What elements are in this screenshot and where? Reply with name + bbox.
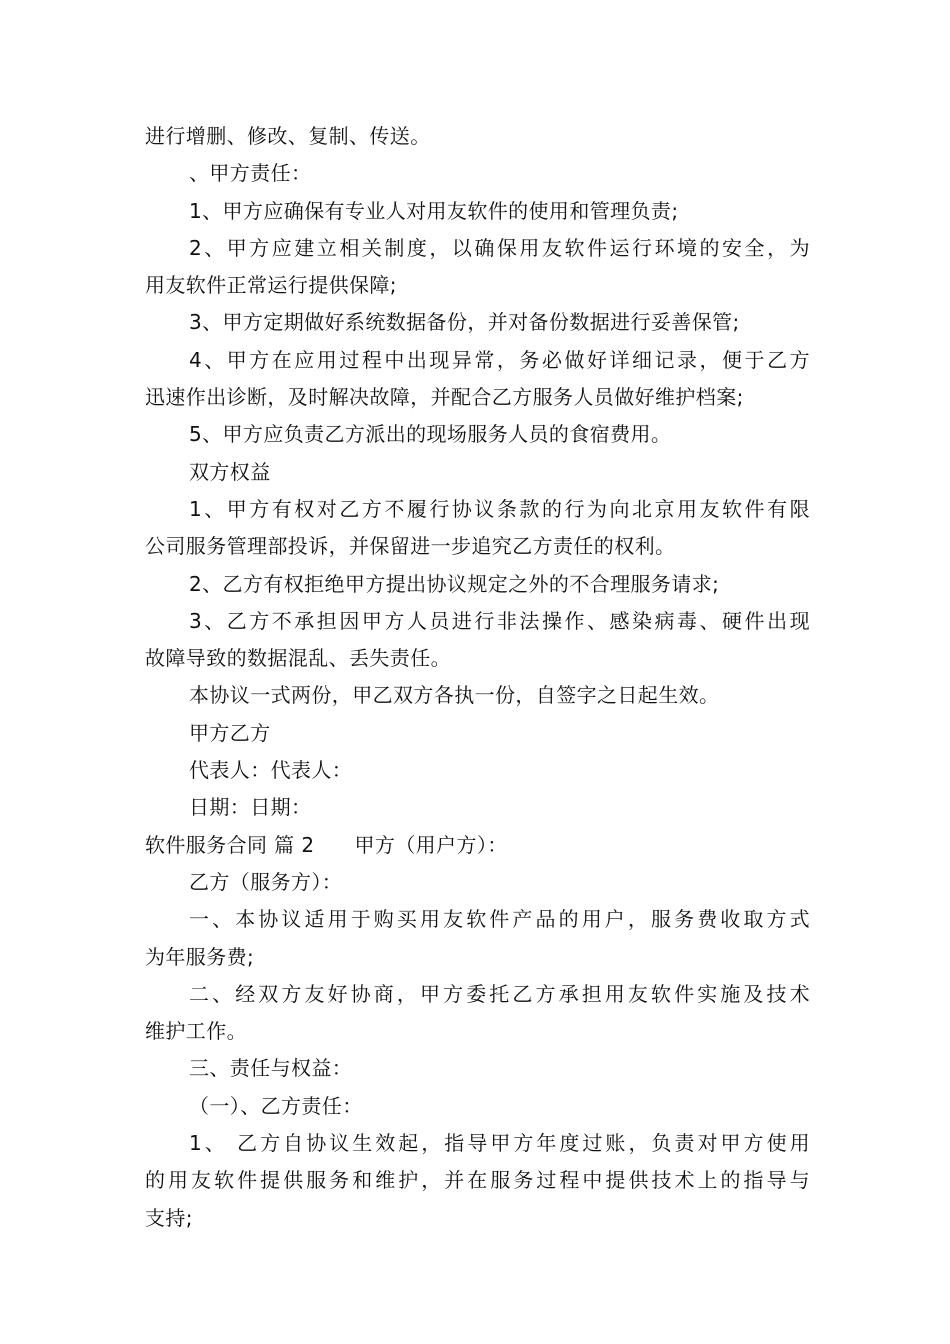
paragraph-line: 3、乙方不承担因甲方人员进行非法操作、感染病毒、硬件出现 <box>189 608 810 633</box>
section-heading: （一）、乙方责任： <box>189 1093 363 1118</box>
paragraph-line: 的用友软件提供服务和维护，并在服务过程中提供技术上的指导与 <box>145 1168 810 1193</box>
paragraph-line: 为年服务费; <box>145 944 255 969</box>
paragraph-line: 一、本协议适用于购买用友软件产品的用户，服务费收取方式 <box>189 907 810 932</box>
paragraph-line: 1、 乙方自协议生效起，指导甲方年度过账，负责对甲方使用 <box>189 1131 810 1156</box>
paragraph-line: 用友软件正常运行提供保障; <box>145 273 397 298</box>
signature-dates: 日期：日期： <box>189 795 312 820</box>
paragraph-line: 4、甲方在应用过程中出现异常，务必做好详细记录，便于乙方 <box>189 347 810 372</box>
paragraph-line: 迅速作出诊断，及时解决故障，并配合乙方服务人员做好维护档案; <box>145 385 744 410</box>
paragraph-line: 维护工作。 <box>145 1019 247 1044</box>
party-b-label: 乙方（服务方）： <box>189 869 343 894</box>
contract-title: 软件服务合同 篇 2 <box>145 832 315 857</box>
paragraph-line: 2、甲方应建立相关制度，以确保用友软件运行环境的安全，为 <box>189 235 810 260</box>
section-heading: 三、责任与权益： <box>189 1056 353 1081</box>
paragraph-line: 1、甲方有权对乙方不履行协议条款的行为向北京用友软件有限 <box>189 496 810 521</box>
signature-representatives: 代表人：代表人： <box>189 758 353 783</box>
paragraph-line: 2、乙方有权拒绝甲方提出协议规定之外的不合理服务请求; <box>189 571 720 596</box>
party-a-label: 甲方（用户方）： <box>354 832 508 857</box>
document-body <box>145 118 810 1237</box>
section-heading: 双方权益 <box>189 459 271 484</box>
paragraph-line: 故障导致的数据混乱、丢失责任。 <box>145 646 451 671</box>
paragraph-line: 1、甲方应确保有专业人对用友软件的使用和管理负责; <box>189 198 679 223</box>
paragraph-line: 二、经双方友好协商，甲方委托乙方承担用友软件实施及技术 <box>189 981 810 1006</box>
signature-parties: 甲方乙方 <box>189 720 271 745</box>
section-heading: 、甲方责任： <box>189 161 312 186</box>
paragraph-line: 本协议一式两份，甲乙双方各执一份，自签字之日起生效。 <box>189 683 720 708</box>
paragraph-line: 5、甲方应负责乙方派出的现场服务人员的食宿费用。 <box>189 422 672 447</box>
paragraph-line: 进行增删、修改、复制、传送。 <box>145 124 431 148</box>
paragraph-line: 支持; <box>145 1205 193 1230</box>
paragraph-line: 3、甲方定期做好系统数据备份，并对备份数据进行妥善保管; <box>189 310 740 335</box>
paragraph-line: 公司服务管理部投诉，并保留进一步追究乙方责任的权利。 <box>145 534 676 559</box>
contract-title-line <box>145 827 810 864</box>
